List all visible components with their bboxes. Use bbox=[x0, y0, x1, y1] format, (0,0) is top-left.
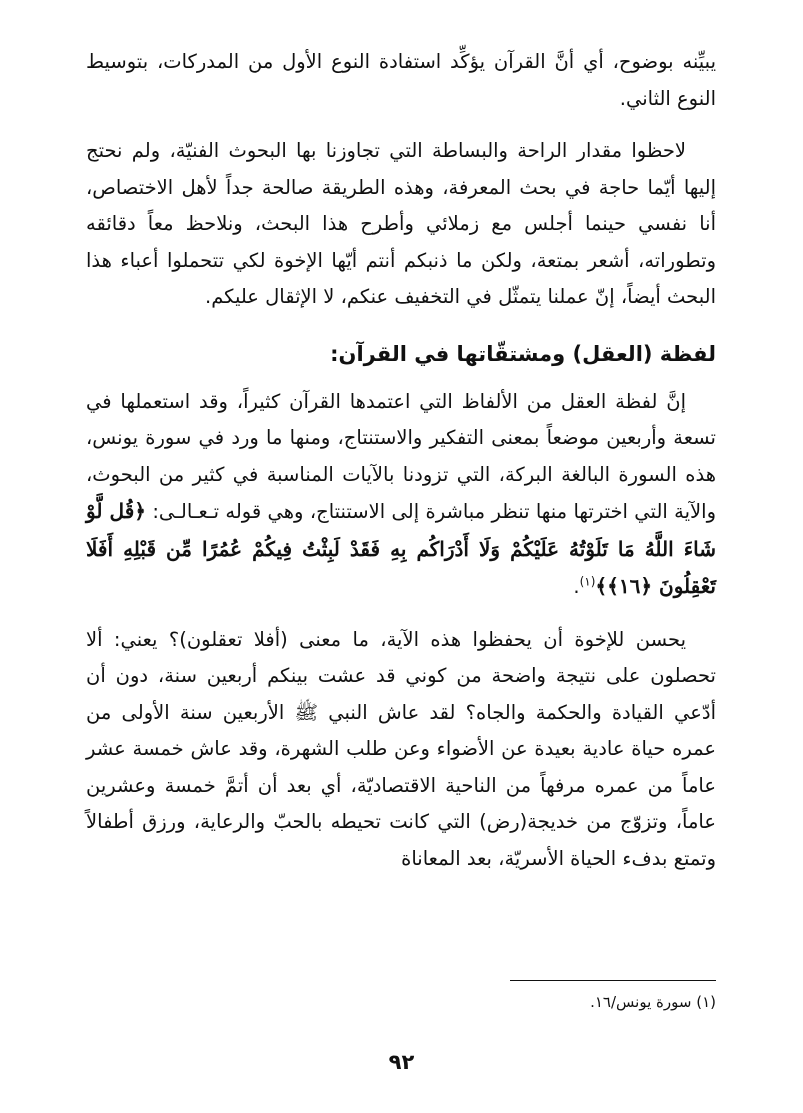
paragraph-3 bbox=[86, 384, 716, 606]
page-body bbox=[86, 44, 716, 877]
paragraph-gap bbox=[86, 316, 716, 332]
paragraph-gap bbox=[86, 117, 716, 133]
paragraph-4: يحسن للإخوة أن يحفظوا هذه الآية، ما معنى (أفلا تعقلون)؟ يعني: ألا تحصلون على نتيجة واضحة من كوني قد عشت بينكم أربعين سنة، دون أن أدّعي القيادة والحكمة والجاه؟ لقد عاش النبي ﷺ الأربعين سنة الأولى من عمره حياة عادية بعيدة عن الأضواء وعن طلب الشهرة، وقد عاش خمسة عشر عاماً من عمره مرفهاً من الناحية الاقتصاديّة، أي بعد أن أتمَّ خمسة وعشرين عاماً، وتزوّج من خديجة(رض) التي كانت تحيطه بالحبّ والرعاية، ورزق أطفالاً وتمتع بدفء الحياة الأسريّة، بعد المعاناة bbox=[86, 627, 716, 870]
quran-verse: ﴿قُل لَّوْ شَاءَ اللَّهُ مَا تَلَوْتُهُ عَلَيْكُمْ وَلَا أَدْرَاكُم بِهِ فَقَدْ لَبِثْتُ فِيكُمْ عُمُرًا مِّن قَبْلِهِ أَفَلَا تَعْقِلُونَ ﴿١٦﴾﴾ bbox=[86, 499, 716, 598]
page-number: ٩٢ bbox=[388, 1050, 415, 1074]
paragraph-3-end: . bbox=[573, 575, 580, 598]
paragraph-1: يبيِّنه بوضوح، أي أنَّ القرآن يؤكِّد استفادة النوع الأول من المدركات، بتوسيط النوع الثاني. bbox=[86, 50, 716, 110]
paragraph-3-text: إنَّ لفظة العقل من الألفاظ التي اعتمدها القرآن كثيراً، وقد استعملها في تسعة وأربعين موضعاً بمعنى التفكير والاستنتاج، ومنها ما ورد في سورة يونس، هذه السورة البالغة البركة، التي تزودنا بالآيات المناسبة في كثير من البحوث، والآية التي اخترتها منها تنظر مباشرة إلى الاستنتاج، وهي قوله تـعـالـى: bbox=[86, 389, 716, 523]
paragraph-gap bbox=[86, 606, 716, 622]
footnote-divider bbox=[510, 980, 716, 981]
paragraph-2: لاحظوا مقدار الراحة والبساطة التي تجاوزنا بها البحوث الفنيّة، ولم نحتج إليها أيّما حاجة في بحث المعرفة، وهذه الطريقة صالحة جداً لأهل الاختصاص، أنا نفسي حينما أجلس مع زملائي وأطرح هذا البحث، ونلاحظ معاً دقائقه وتطوراته، أشعر بمتعة، ولكن ما ذنبكم أنتم أيّها الإخوة لكي تتحملوا أعباء هذا البحث أيضاً، إنّ عملنا يتمثّل في التخفيف عنكم، لا الإثقال عليكم. bbox=[86, 139, 716, 308]
section-heading: لفظة (العقل) ومشتقّاتها في القرآن: bbox=[330, 341, 716, 366]
footnote-reference[interactable]: (١) bbox=[579, 574, 596, 589]
footnote: (١) سورة يونس/١٦. bbox=[590, 993, 716, 1011]
